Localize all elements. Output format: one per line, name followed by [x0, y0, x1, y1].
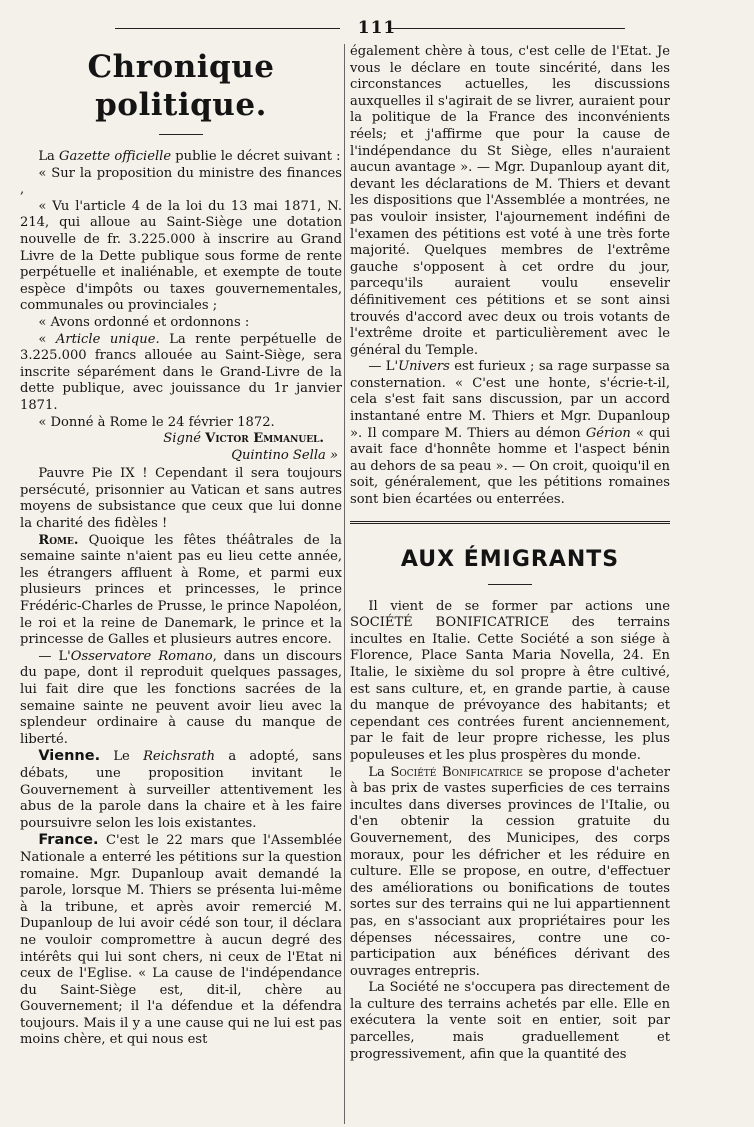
emigrants-title: AUX ÉMIGRANTS [400, 546, 620, 572]
paragraph-univers: — L'Univers est furieux ; sa rage surpasse sa consternation. « C'est une honte, s'écrie-t-il, cela s'est fait sans discussion, par un accord instantané entre M. Thiers et Mgr. Dupanloup ». Il compare M. Thiers au démon Gérion « qui avait face d'honnête homme et l'aspect bénin au dehors de sa peau ». — On croit, quoiqu'il en soit, généralement, que les pétitions romaines sont bien écartées ou enterrées. [350, 359, 671, 508]
paragraph-rome: Rome. Quoique les fêtes théâtrales de la semaine sainte n'aient pas eu lieu cette année, les étrangers affluent à Rome, et parmi eux plusieurs princes et princesses, le prince Frédéric-Charles de Prusse, le prince Napoléon, le roi et la reine de Danemark, le prince et la princesse de Galles et plusieurs autres encore. [20, 532, 342, 648]
emigrants-title-rule [488, 584, 532, 585]
paragraph-france: France. C'est le 22 mars que l'Assemblée Nationale a enterré les pétitions sur la question romaine. Mgr. Dupanloup avait demandé la parole, lorsque M. Thiers se présenta lui-même à la tribune, et après avoir remercié M. Dupanloup de lui avoir cédé son tour, il déclara ne vouloir compromettre à aucun degré des intérêts qui lui sont chers, ni ceux de l'Etat ni ceux de l'Eglise. « La cause de l'indépendance du Saint-Siège est, dit-il, chère au Gouvernement; il l'a défendue et la défendra toujours. Mais il y a une cause qui ne lui est pas moins chère, et qui nous est [20, 832, 342, 1048]
signature-king: Signé Victor Emmanuel. [163, 431, 324, 447]
decree-proposition: « Sur la proposition du ministre des finances , [20, 165, 342, 198]
paragraph-pie-ix: Pauvre Pie IX ! Cependant il sera toujours persécuté, prisonnier au Vatican et sans autres moyens de subsistance que ceux que lui donne la charité des fidèles ! [20, 466, 342, 532]
paragraph-vente: La Société ne s'occupera pas directement de la culture des terrains achetés par elle. Elle en exécutera la vente soit en entier, soit par parcelles, mais graduellement et progressivement, afin que la quantité des [350, 980, 670, 1062]
paragraph-bonificatrice: La Société Bonificatrice se propose d'acheter à bas prix de vastes superficies de ces terrains incultes dans diverses provinces de l'Italie, ou d'en obtenir la cession gratuite du Gouvernement, des Municipes, des corps moraux, pour les défricher et les réduire en culture. Elle se propose, en outre, d'effectuer des améliorations ou bonifications de toutes sortes sur des terrains qui ne lui appartiennent pas, en s'associant aux propriétaires pour les dépenses nécessaires, contre une co-participation aux bénéfices dérivant des ouvrages entrepris. [350, 764, 670, 979]
chronique-title: Chronique politique. [87, 49, 275, 123]
decree-order: « Avons ordonné et ordonnons : [38, 314, 250, 330]
decree-intro: La Gazette officielle publie le décret suivant : [38, 149, 341, 164]
decree-article-ref: « Vu l'article 4 de la loi du 13 mai 1871, N. 214, qui alloue au Saint-Siège une dotation nouvelle de fr. 3.225.000 à inscrire au Grand Livre de la Dette publique sous forme de rente perpétuelle et inaliénable, et exempte de toute espèce d'impôts ou taxes gouvernementales, communales ou provinciales ; [20, 198, 342, 314]
paragraph-osservatore: — L'Osservatore Romano, dans un discours du pape, dont il reproduit quelques passages, lui fait dire que les fonctions sacrées de la semaine sainte ne peuvent avoir lieu avec la splendeur ordinaire à cause du manque de liberté. [20, 648, 342, 747]
decree-date: « Donné à Rome le 24 février 1872. [38, 414, 275, 430]
paragraph-societe: Il vient de se former par actions une SOCIÉTÉ BONIFICATRICE des terrains incultes en Italie. Cette Société a son siége à Florence, Place Santa Maria Novella, 24. En Italie, le sixième du sol propre à être cultivé, est sans culture, et, en grande partie, à cause du manque de prévoyance des habitants; et cependant ces contrées furent anciennement, par le fait de leur propre richesse, les plus populeuses et les plus prospères du monde. [350, 598, 670, 763]
page-number: 111 [357, 18, 397, 38]
column-divider [344, 44, 345, 1124]
signature-minister: Quintino Sella » [231, 447, 338, 463]
left-column [20, 44, 342, 1049]
paragraph-vienne: Vienne. Le Reichsrath a adopté, sans débats, une proposition invitant le Gouvernement à surveiller attentivement les abus de la parole dans la chaire et à les faire poursuivre selon les lois existantes. [20, 748, 342, 831]
paragraph-france-continued: également chère à tous, c'est celle de l'Etat. Je vous le déclare en toute sincérité, dans les circonstances actuelles, les discussions auxquelles il s'agirait de se livrer, auraient pour la politique de la France des inconvénients réels; et j'affirme que pour la cause de l'indépendance du St Siège, elles n'auraient aucun avantage ». — Mgr. Dupanloup ayant dit, devant les déclarations de M. Thiers et devant les dispositions que l'Assemblée a montrées, ne pas vouloir insister, l'ajournement indéfini de l'examen des pétitions est voté à une très forte majorité. Quelques membres de l'extrême gauche s'opposent à cet ordre du jour, parcequ'ils auraient voulu ensevelir définitivement ces pétitions et se sont ainsi trouvés d'accord avec deux ou trois votants de l'extrême droite et particulièrement avec le général du Temple. [350, 44, 670, 358]
right-column [350, 44, 670, 1063]
title-rule [159, 134, 203, 135]
header-rule-left [115, 28, 340, 29]
header-rule-right [390, 28, 625, 29]
section-divider [350, 521, 670, 524]
decree-article: « Article unique. La rente perpétuelle de 3.225.000 francs allouée au Saint-Siège, sera inscrite séparément dans le Grand-Livre de la dette publique, avec jouissance du 1r janvier 1871. [20, 331, 342, 413]
